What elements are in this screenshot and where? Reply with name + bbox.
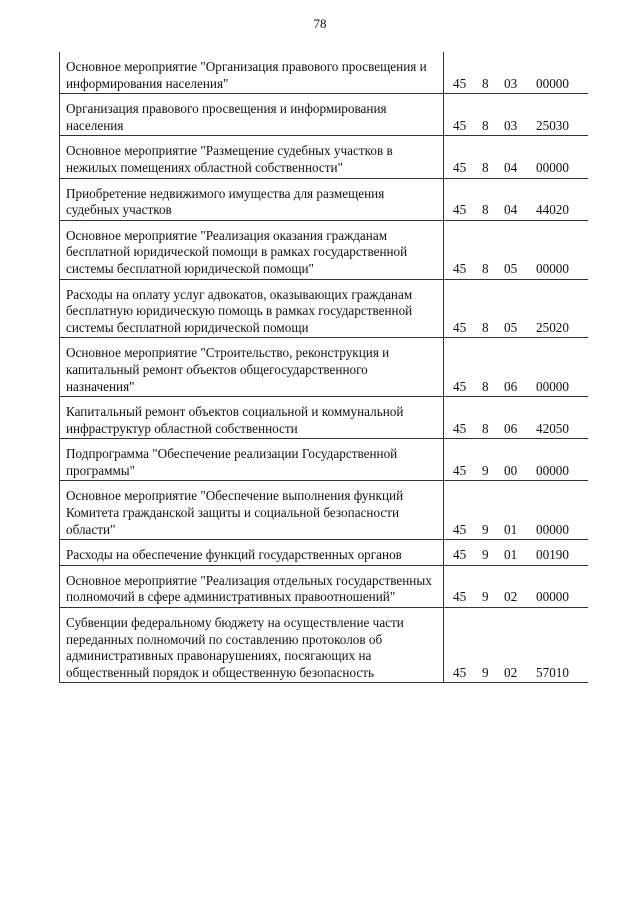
code-direction: 00000 (536, 439, 588, 481)
code-subprogram: 9 (479, 565, 504, 607)
code-subprogram: 9 (479, 540, 504, 566)
table-row (60, 220, 589, 279)
code-program: 45 (444, 481, 480, 540)
code-activity: 05 (504, 220, 536, 279)
code-subprogram: 9 (479, 608, 504, 683)
table-row (60, 94, 589, 136)
code-direction: 00000 (536, 565, 588, 607)
row-description: Основное мероприятие "Реализация оказания гражданам бесплатной юридической помощи в рамках государственной системы бесплатной юридической помощи" (60, 220, 444, 279)
code-direction: 25020 (536, 279, 588, 338)
code-subprogram: 8 (479, 52, 504, 94)
code-subprogram: 8 (479, 279, 504, 338)
page-number: 78 (313, 16, 327, 31)
code-subprogram: 8 (479, 397, 504, 439)
table-body (60, 52, 589, 683)
table-row (60, 481, 589, 540)
code-direction: 25030 (536, 94, 588, 136)
code-program: 45 (444, 565, 480, 607)
table-row (60, 540, 589, 566)
row-description: Основное мероприятие "Организация правового просвещения и информирования населения" (60, 52, 444, 94)
table-row (60, 439, 589, 481)
code-program: 45 (444, 338, 480, 397)
code-program: 45 (444, 220, 480, 279)
code-activity: 06 (504, 338, 536, 397)
code-activity: 02 (504, 608, 536, 683)
code-direction: 44020 (536, 178, 588, 220)
table-row (60, 608, 589, 683)
row-description: Основное мероприятие "Размещение судебных участков в нежилых помещениях областной собственности" (60, 136, 444, 178)
code-activity: 01 (504, 481, 536, 540)
row-description: Подпрограмма "Обеспечение реализации Государственной программы" (60, 439, 444, 481)
code-subprogram: 8 (479, 220, 504, 279)
table-row (60, 178, 589, 220)
code-direction: 42050 (536, 397, 588, 439)
code-subprogram: 8 (479, 178, 504, 220)
code-activity: 03 (504, 52, 536, 94)
code-subprogram: 8 (479, 338, 504, 397)
code-direction: 00000 (536, 52, 588, 94)
row-description: Расходы на оплату услуг адвокатов, оказывающих гражданам бесплатную юридическую помощь в рамках государственной системы бесплатной юридической помощи (60, 279, 444, 338)
code-program: 45 (444, 136, 480, 178)
code-direction: 00000 (536, 220, 588, 279)
code-activity: 01 (504, 540, 536, 566)
code-program: 45 (444, 439, 480, 481)
budget-table (59, 52, 588, 683)
row-description: Расходы на обеспечение функций государственных органов (60, 540, 444, 566)
code-activity: 03 (504, 94, 536, 136)
code-activity: 05 (504, 279, 536, 338)
code-subprogram: 8 (479, 94, 504, 136)
code-direction: 00000 (536, 136, 588, 178)
code-program: 45 (444, 540, 480, 566)
code-subprogram: 9 (479, 481, 504, 540)
code-subprogram: 9 (479, 439, 504, 481)
code-direction: 00190 (536, 540, 588, 566)
row-description: Капитальный ремонт объектов социальной и коммунальной инфраструктур областной собственности (60, 397, 444, 439)
code-program: 45 (444, 608, 480, 683)
code-subprogram: 8 (479, 136, 504, 178)
code-activity: 00 (504, 439, 536, 481)
code-activity: 04 (504, 136, 536, 178)
code-direction: 00000 (536, 338, 588, 397)
row-description: Приобретение недвижимого имущества для размещения судебных участков (60, 178, 444, 220)
table-row (60, 338, 589, 397)
row-description: Основное мероприятие "Обеспечение выполнения функций Комитета гражданской защиты и социальной безопасности области" (60, 481, 444, 540)
table-row (60, 397, 589, 439)
row-description: Субвенции федеральному бюджету на осуществление части переданных полномочий по составлению протоколов об административных правонарушениях, посягающих на общественный порядок и общественную безопасность (60, 608, 444, 683)
code-activity: 04 (504, 178, 536, 220)
table-row (60, 565, 589, 607)
table-row (60, 279, 589, 338)
code-program: 45 (444, 52, 480, 94)
table-row (60, 136, 589, 178)
code-program: 45 (444, 178, 480, 220)
code-direction: 00000 (536, 481, 588, 540)
code-direction: 57010 (536, 608, 588, 683)
row-description: Основное мероприятие "Реализация отдельных государственных полномочий в сфере административных правоотношений" (60, 565, 444, 607)
code-program: 45 (444, 94, 480, 136)
row-description: Организация правового просвещения и информирования населения (60, 94, 444, 136)
table-row (60, 52, 589, 94)
row-description: Основное мероприятие "Строительство, реконструкция и капитальный ремонт объектов общегосударственного назначения" (60, 338, 444, 397)
code-program: 45 (444, 279, 480, 338)
code-program: 45 (444, 397, 480, 439)
code-activity: 02 (504, 565, 536, 607)
code-activity: 06 (504, 397, 536, 439)
